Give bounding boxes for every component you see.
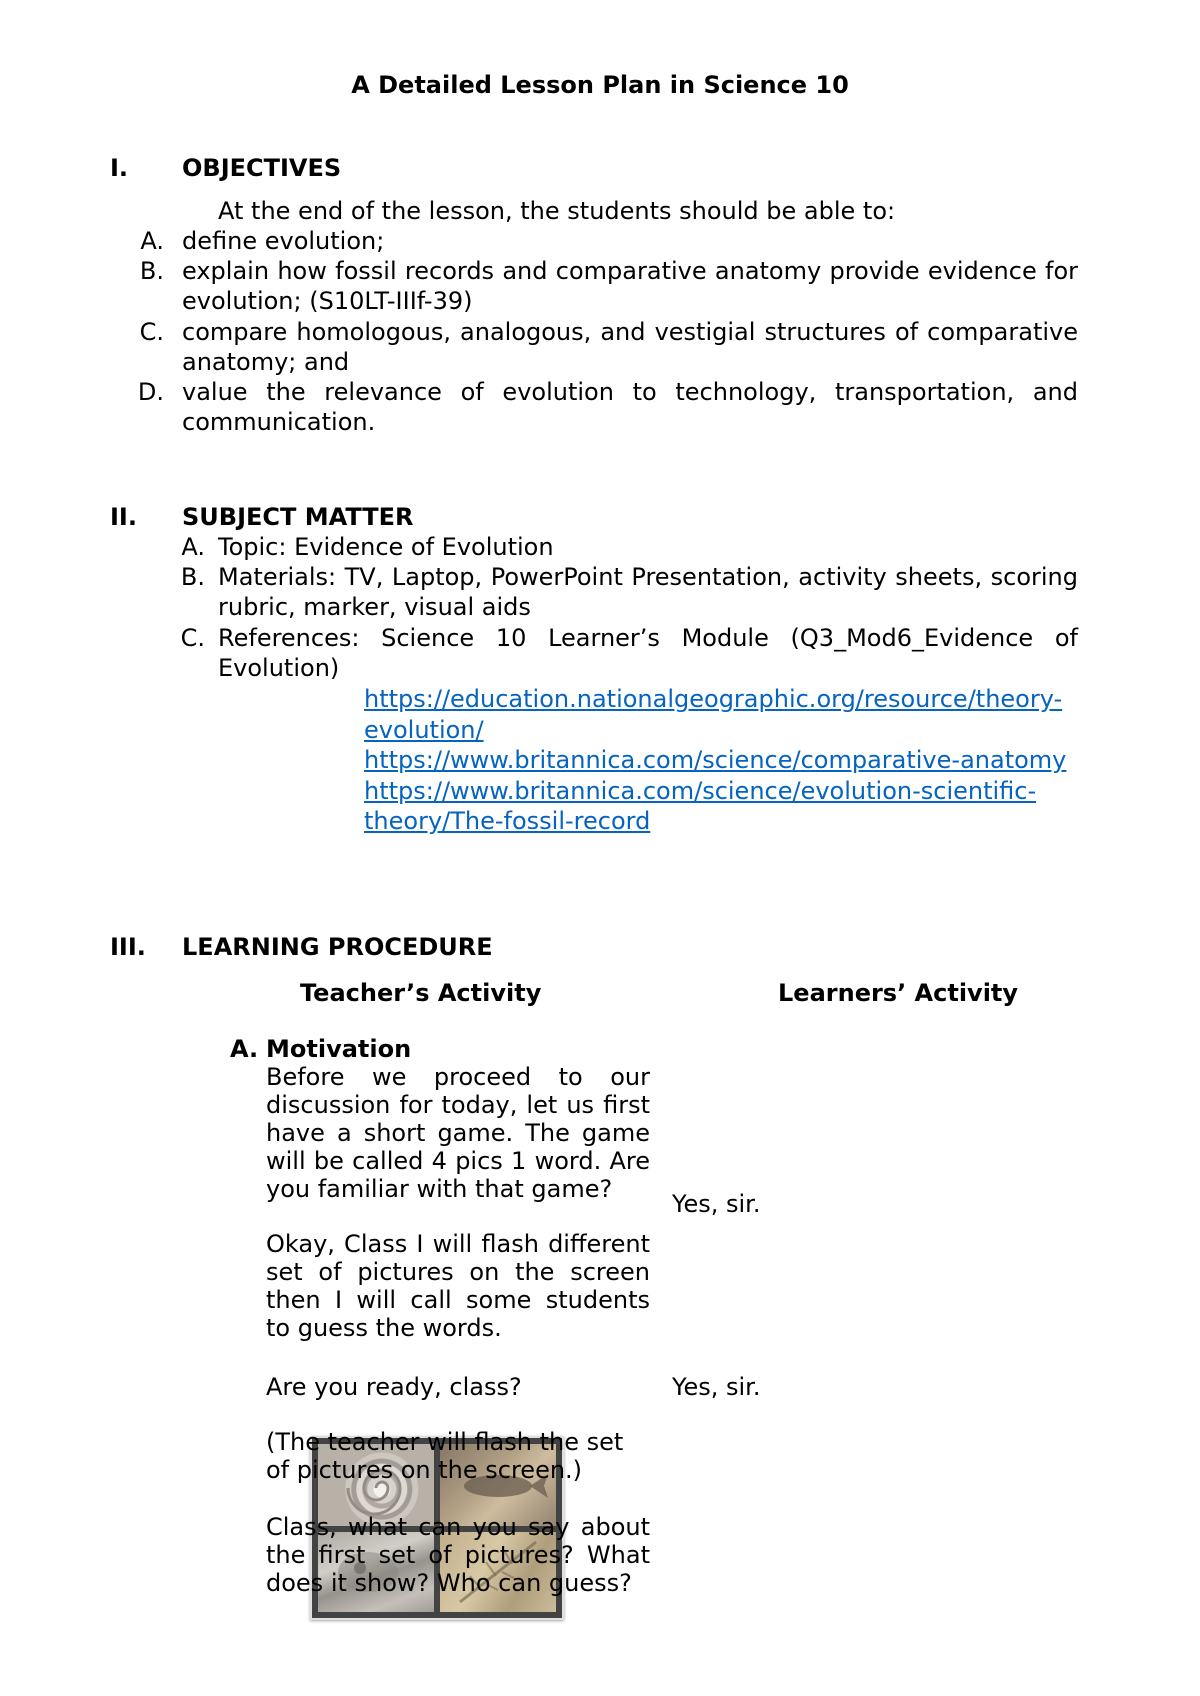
section-heading-procedure: LEARNING PROCEDURE <box>182 933 493 961</box>
objective-text: evolution; (S10LT-IIIf-39) <box>182 287 473 315</box>
section-heading-objectives: OBJECTIVES <box>182 154 342 182</box>
reference-links <box>364 684 1084 837</box>
section-number-subject-matter: II. <box>110 503 137 531</box>
teacher-text: you familiar with that game? <box>266 1175 613 1203</box>
objective-letter: C. <box>139 318 164 346</box>
teacher-activity-header: Teacher’s Activity <box>300 979 542 1007</box>
teacher-text: does it show? Who can guess? <box>266 1569 632 1597</box>
objective-text: communication. <box>182 408 376 436</box>
subject-text: Evolution) <box>218 654 340 682</box>
learner-response: Yes, sir. <box>672 1373 761 1401</box>
subject-letter: A. <box>181 533 205 561</box>
teacher-text: Okay, Class I will flash different <box>266 1230 650 1258</box>
objective-letter: D. <box>137 378 164 406</box>
objectives-intro: At the end of the lesson, the students should be able to: <box>218 197 896 225</box>
objective-text: value the relevance of evolution to technology, transportation, and <box>182 378 1078 406</box>
subject-text: References: Science 10 Learner’s Module (Q3_Mod6_Evidence of <box>218 624 1078 652</box>
teacher-text: will be called 4 pics 1 word. Are <box>266 1147 650 1175</box>
subject-text: Materials: TV, Laptop, PowerPoint Presentation, activity sheets, scoring <box>218 563 1078 591</box>
motivation-letter: A. <box>230 1035 259 1063</box>
teacher-text: Before we proceed to our <box>266 1063 650 1091</box>
teacher-text: discussion for today, let us first <box>266 1091 650 1119</box>
reference-link-britannica-anatomy[interactable]: https://www.britannica.com/science/comparative-anatomy <box>364 746 1067 774</box>
teacher-text: the first set of pictures? What <box>266 1541 650 1569</box>
reference-link-natgeo-cont[interactable]: evolution/ <box>364 715 484 744</box>
reference-link-natgeo[interactable]: https://education.nationalgeographic.org/resource/theory- <box>364 685 1063 713</box>
objective-text: define evolution; <box>182 227 385 255</box>
subject-letter: C. <box>180 624 205 652</box>
subject-text: rubric, marker, visual aids <box>218 593 531 621</box>
teacher-text: Class, what can you say about <box>266 1513 650 1541</box>
page-title: A Detailed Lesson Plan in Science 10 <box>351 71 849 99</box>
section-heading-subject-matter: SUBJECT MATTER <box>182 503 414 531</box>
objective-text: anatomy; and <box>182 348 350 376</box>
teacher-text: to guess the words. <box>266 1314 502 1342</box>
objective-text: explain how fossil records and comparative anatomy provide evidence for <box>182 257 1078 285</box>
learner-activity-header: Learners’ Activity <box>778 979 1019 1007</box>
teacher-text: Are you ready, class? <box>266 1373 522 1401</box>
objective-text: compare homologous, analogous, and vestigial structures of comparative <box>182 318 1078 346</box>
teacher-text: (The teacher will flash the set <box>266 1428 624 1456</box>
reference-link-britannica-fossil-cont[interactable]: theory/The-fossil-record <box>364 807 651 835</box>
motivation-title: Motivation <box>266 1035 412 1063</box>
teacher-text: then I will call some students <box>266 1286 650 1314</box>
section-number-procedure: III. <box>110 933 146 961</box>
objective-letter: B. <box>139 257 164 285</box>
subject-letter: B. <box>180 563 205 591</box>
reference-link-britannica-fossil[interactable]: https://www.britannica.com/science/evolution-scientific- <box>364 776 1037 805</box>
learner-response: Yes, sir. <box>672 1190 761 1218</box>
subject-text: Topic: Evidence of Evolution <box>218 533 554 561</box>
teacher-text: have a short game. The game <box>266 1119 650 1147</box>
teacher-text: set of pictures on the screen <box>266 1258 650 1286</box>
objective-letter: A. <box>140 227 164 255</box>
section-number-objectives: I. <box>110 154 129 182</box>
teacher-text: of pictures on the screen.) <box>266 1456 583 1484</box>
